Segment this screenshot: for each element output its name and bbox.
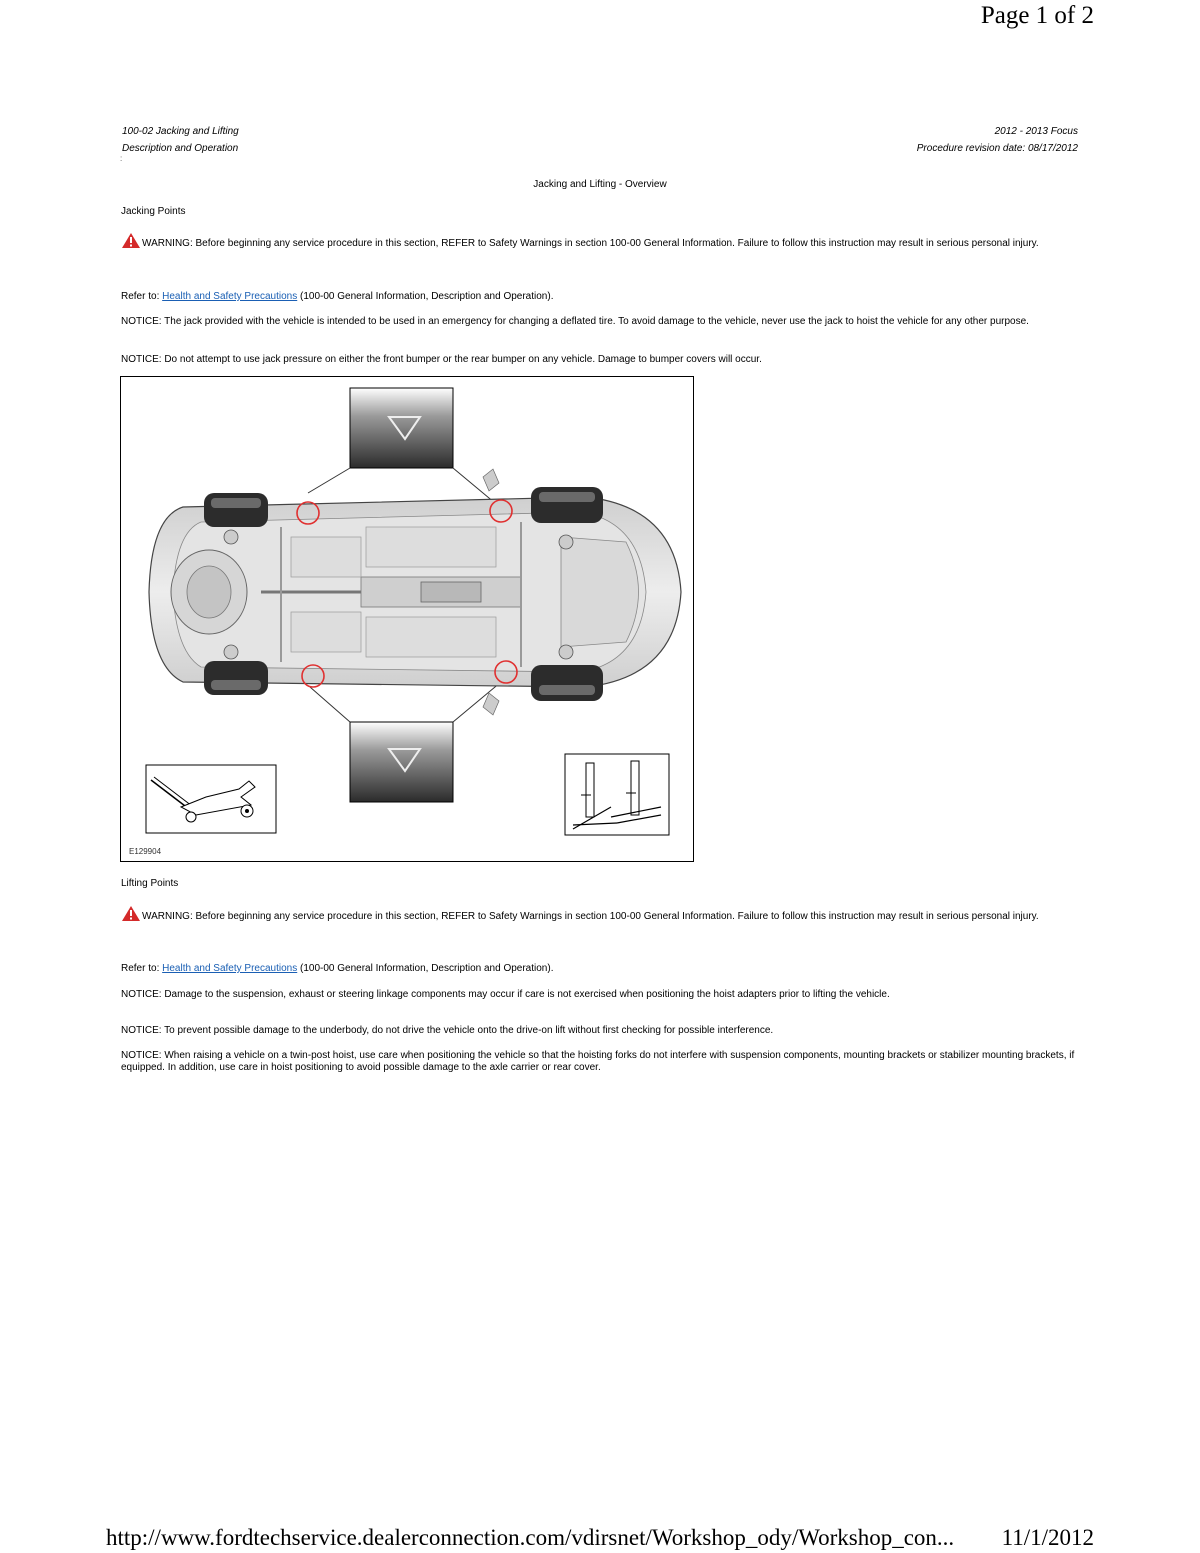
jacking-notice-1: NOTICE: The jack provided with the vehicle is intended to be used in an emergency for changing a deflated tire. To avoid damage to the vehicle, never use the jack to hoist the vehicle for any other purpose. <box>121 316 1029 327</box>
page-number: Page 1 of 2 <box>980 2 1094 29</box>
twin-post-hoist-inset <box>565 754 669 835</box>
refer-prefix: Refer to: <box>121 291 163 302</box>
jacking-points-figure <box>120 376 694 862</box>
bottom-jack-point-inset <box>310 682 501 802</box>
lifting-notice-2: NOTICE: To prevent possible damage to the underbody, do not drive the vehicle onto the drive-on lift without first checking for possible interference. <box>121 1025 774 1036</box>
header-mark: : <box>120 154 123 163</box>
header-right <box>917 123 1078 157</box>
warning-text: WARNING: Before beginning any service procedure in this section, REFER to Safety Warnings in section 100-00 General Information. Failure to follow this instruction may result in serious personal injury. <box>142 911 1039 922</box>
footer-url[interactable]: http://www.fordtechservice.dealerconnection.com/vdirsnet/Workshop_ody/Workshop_con... <box>106 1525 955 1550</box>
refer-suffix: (100-00 General Information, Description and Operation). <box>297 963 554 974</box>
jacking-warning <box>121 232 1076 253</box>
lifting-refer <box>121 963 1076 975</box>
jacking-notice-2: NOTICE: Do not attempt to use jack pressure on either the front bumper or the rear bumper on any vehicle. Damage to bumper covers will occur. <box>121 354 762 365</box>
revision-date: Procedure revision date: 08/17/2012 <box>916 143 1078 154</box>
refer-suffix: (100-00 General Information, Description and Operation). <box>297 291 554 302</box>
vehicle-underbody-illustration <box>121 377 695 863</box>
health-safety-link[interactable]: Health and Safety Precautions <box>162 963 298 974</box>
left-mirror <box>483 469 499 491</box>
rear-right-wheel <box>204 661 268 695</box>
lifting-notice-1: NOTICE: Damage to the suspension, exhaust or steering linkage components may occur if care is not exercised when positioning the hoist adapters prior to lifting the vehicle. <box>121 989 890 1000</box>
page-title: Jacking and Lifting - Overview <box>533 179 667 190</box>
front-left-wheel <box>531 487 603 523</box>
lifting-notice-3: NOTICE: When raising a vehicle on a twin-post hoist, use care when positioning the vehicle so that the hoisting forks do not interfere with suspension components, mounting brackets or stabilizer mounting brackets, if equipped. In addition, use care in hoist positioning to avoid possible damage to the axle carrier or rear cover. <box>121 1050 1075 1073</box>
jacking-heading: Jacking Points <box>121 206 186 217</box>
rear-left-wheel <box>204 493 268 527</box>
jacking-refer <box>121 291 1076 303</box>
warning-text: WARNING: Before beginning any service procedure in this section, REFER to Safety Warnings in section 100-00 General Information. Failure to follow this instruction may result in serious personal injury. <box>142 238 1039 249</box>
section-code: 100-02 Jacking and Lifting <box>122 126 239 137</box>
right-mirror <box>483 693 499 715</box>
health-safety-link[interactable]: Health and Safety Precautions <box>162 291 298 302</box>
lifting-heading: Lifting Points <box>121 878 179 889</box>
warning-icon <box>121 232 141 253</box>
section-type: Description and Operation <box>122 143 239 154</box>
top-jack-point-inset <box>308 388 501 508</box>
lifting-warning <box>121 905 1076 926</box>
header-left <box>122 123 239 157</box>
figure-id: E129904 <box>129 847 162 856</box>
warning-icon <box>121 905 141 926</box>
footer-date: 11/1/2012 <box>1001 1525 1094 1550</box>
refer-prefix: Refer to: <box>121 963 163 974</box>
front-right-wheel <box>531 665 603 701</box>
vehicle-model: 2012 - 2013 Focus <box>994 126 1078 137</box>
floor-jack-inset <box>146 765 276 833</box>
